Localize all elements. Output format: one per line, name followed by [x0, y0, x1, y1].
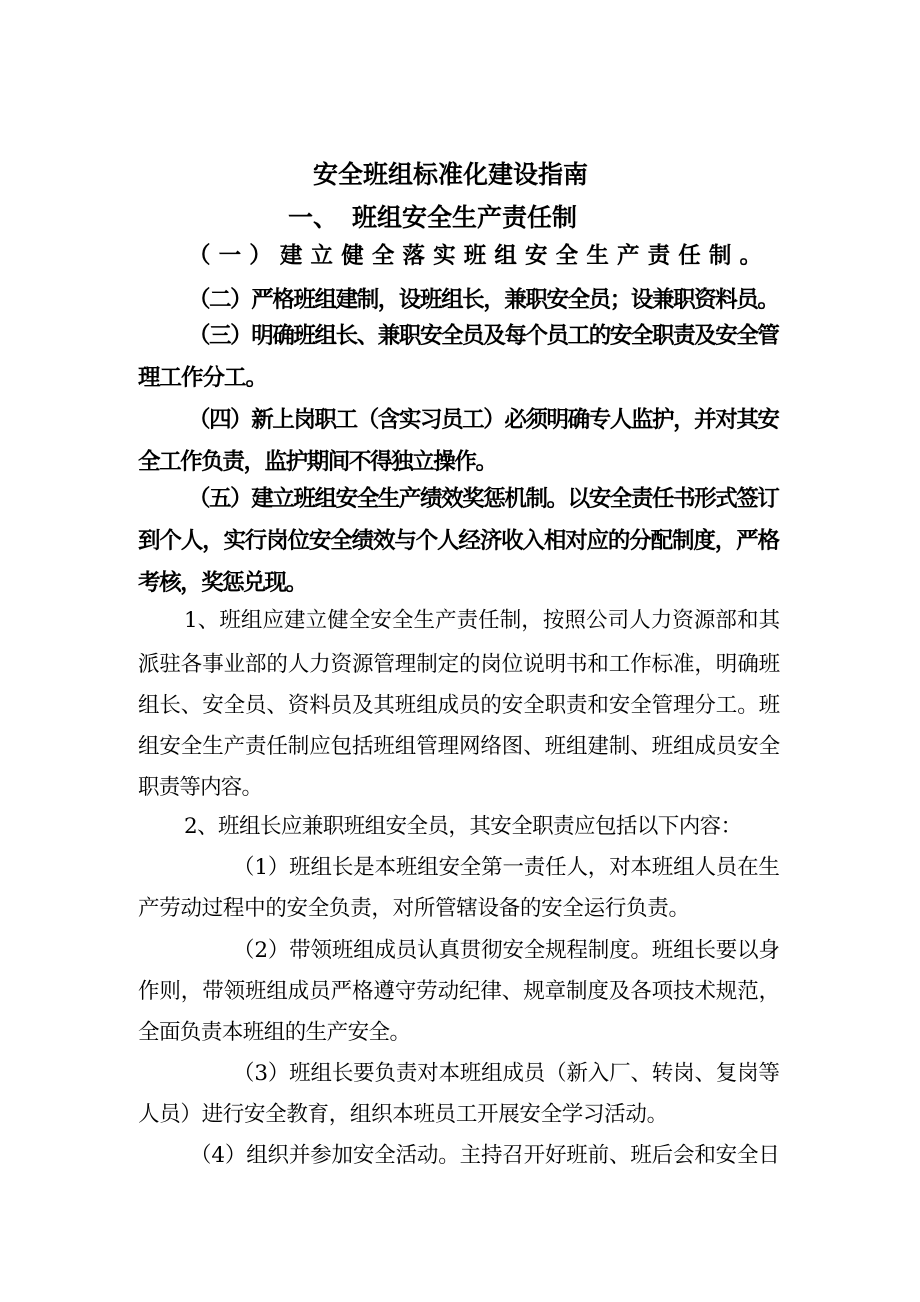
clause-5-line-3: 考核，奖惩兑现。 — [138, 570, 307, 596]
item-2-intro: 2、班组长应兼职班组安全员，其安全职责应包括以下内容： — [184, 814, 742, 839]
item-1-line-4: 组安全生产责任制应包括班组管理网络图、班组建制、班组成员安全 — [138, 734, 781, 759]
section-heading: 班组安全生产责任制 — [352, 203, 578, 232]
item-1-line-1: 1、班组应建立健全安全生产责任制，按照公司人力资源部和其 — [184, 608, 781, 633]
subitem-3-line-2: 人员）进行安全教育，组织本班员工开展安全学习活动。 — [138, 1102, 668, 1127]
clause-3-line-2: 理工作分工。 — [138, 365, 268, 391]
subitem-1-line-2: 产劳动过程中的安全负责，对所管辖设备的安全运行负责。 — [138, 896, 690, 921]
subitem-2-line-3: 全面负责本班组的生产安全。 — [138, 1020, 411, 1045]
clause-2: （二）严格班组建制，设班组长，兼职安全员；设兼职资料员。 — [188, 287, 779, 313]
item-1-line-2: 派驻各事业部的人力资源管理制定的岗位说明书和工作标准，明确班 — [138, 652, 781, 677]
subitem-2-line-2: 作则，带领班组成员严格遵守劳动纪律、规章制度及各项技术规范， — [138, 979, 781, 1004]
clause-5-line-1: （五）建立班组安全生产绩效奖惩机制。以安全责任书形式签订 — [188, 486, 779, 512]
section-number: 一、 — [288, 203, 339, 232]
subitem-1-line-1: （1）班组长是本班组安全第一责任人，对本班组人员在生 — [233, 855, 780, 880]
clause-3-line-1: （三）明确班组长、兼职安全员及每个员工的安全职责及安全管 — [188, 323, 779, 349]
clause-5-line-2: 到个人，实行岗位安全绩效与个人经济收入相对应的分配制度，严格 — [138, 528, 779, 554]
subitem-4-line-1: （4）组织并参加安全活动。主持召开好班前、班后会和安全日 — [190, 1143, 780, 1168]
subitem-3-line-1: （3）班组长要负责对本班组成员（新入厂、转岗、复岗等 — [233, 1061, 780, 1086]
item-1-line-3: 组长、安全员、资料员及其班组成员的安全职责和安全管理分工。班 — [138, 693, 781, 718]
item-1-line-5: 职责等内容。 — [138, 775, 263, 800]
subitem-2-line-1: （2）带领班组成员认真贯彻安全规程制度。班组长要以身 — [233, 938, 780, 963]
clause-1: （一）建立健全落实班组安全生产责任制。 — [188, 243, 771, 269]
document-title: 安全班组标准化建设指南 — [313, 160, 589, 189]
clause-4-line-1: （四）新上岗职工（含实习员工）必须明确专人监护，并对其安 — [188, 407, 779, 433]
clause-4-line-2: 全工作负责，监护期间不得独立操作。 — [138, 449, 497, 475]
